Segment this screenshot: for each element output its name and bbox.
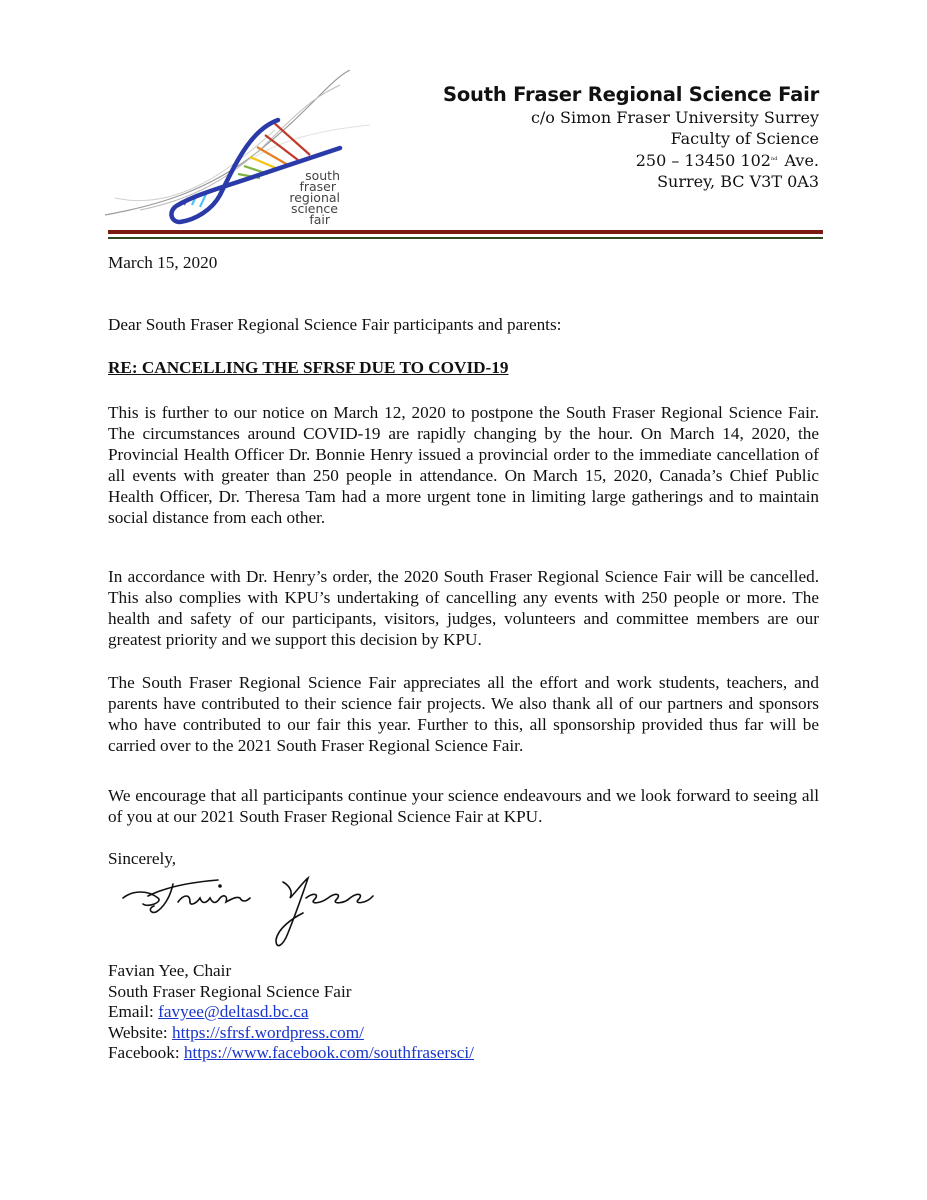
- address-line-2: Faculty of Science: [670, 129, 819, 148]
- paragraph-4: We encourage that all participants continue your science endeavours and we look forward to seeing all of you at our 2021 South Fraser Regional Science Fair at KPU.: [108, 786, 819, 826]
- letterhead-divider-red: [108, 230, 823, 234]
- facebook-link[interactable]: https://www.facebook.com/southfrasersci/: [183, 1043, 474, 1062]
- website-line: [108, 1023, 474, 1044]
- street-address: 250 – 13450 102: [635, 151, 771, 170]
- svg-text:science: science: [290, 201, 338, 216]
- paragraph-1: This is further to our notice on March 12, 2020 to postpone the South Fraser Regional Science Fair. The circumstances around COVID-19 are rapidly changing by the hour. On March 14, 2020, the Provincial Health Officer Dr. Bonnie Henry issued a provincial order to the immediate cancellation of all events with greater than 250 people in attendance. On March 15, 2020, Canada’s Chief Public Health Officer, Dr. Theresa Tam had a more urgent tone in limiting large gatherings and to maintain social distance from each other.: [108, 403, 819, 527]
- address-line-1: c/o Simon Fraser University Surrey: [530, 108, 819, 127]
- facebook-line: [108, 1043, 474, 1064]
- signature: [118, 868, 418, 958]
- paragraph-2: In accordance with Dr. Henry’s order, the 2020 South Fraser Regional Science Fair will be cancelled. This also complies with KPU’s undertaking of cancelling any events with 250 people or more. The health and safety of our participants, visitors, judges, volunteers and committee members are our greatest priority and we support this decision by KPU.: [108, 567, 819, 649]
- street-suffix: Ave.: [779, 151, 819, 170]
- signer-organization: South Fraser Regional Science Fair: [108, 981, 352, 1001]
- email-link[interactable]: favyee@deltasd.bc.ca: [158, 1002, 309, 1021]
- letterhead-address-block: [443, 83, 819, 192]
- closing: Sincerely,: [108, 849, 177, 868]
- facebook-label: Facebook:: [108, 1043, 184, 1062]
- email-label: Email:: [108, 1002, 159, 1021]
- address-line-4: Surrey, BC V3T 0A3: [657, 172, 819, 191]
- ordinal-superscript: nd: [770, 156, 778, 162]
- org-name: South Fraser Regional Science Fair: [442, 83, 819, 106]
- signer-name-title: Favian Yee, Chair: [108, 961, 232, 980]
- letterhead-divider-green: [108, 237, 823, 239]
- subject-line: RE: CANCELLING THE SFRSF DUE TO COVID-19: [108, 358, 509, 377]
- svg-text:south: south: [305, 168, 340, 183]
- sfrsf-logo: [100, 70, 370, 230]
- handwritten-signature-icon: [118, 868, 418, 958]
- address-line-3: [443, 149, 819, 171]
- signature-block: [108, 961, 474, 1064]
- website-label: Website:: [108, 1022, 173, 1042]
- salutation: Dear South Fraser Regional Science Fair participants and parents:: [108, 315, 562, 334]
- letter-date: March 15, 2020: [108, 253, 218, 272]
- svg-text:regional: regional: [289, 190, 340, 205]
- svg-text:fair: fair: [309, 212, 330, 227]
- paragraph-3: The South Fraser Regional Science Fair appreciates all the effort and work students, teachers, and parents have contributed to their science fair projects. We also thank all of our partners and sponsors who have contributed to our fair this year. Further to this, all sponsorship provided thus far will be carried over to the 2021 South Fraser Regional Science Fair.: [108, 673, 819, 755]
- email-line: [108, 1002, 474, 1023]
- website-link[interactable]: https://sfrsf.wordpress.com/: [172, 1022, 364, 1042]
- svg-text:fraser: fraser: [299, 179, 336, 194]
- dna-helix-logo-icon: [100, 70, 370, 230]
